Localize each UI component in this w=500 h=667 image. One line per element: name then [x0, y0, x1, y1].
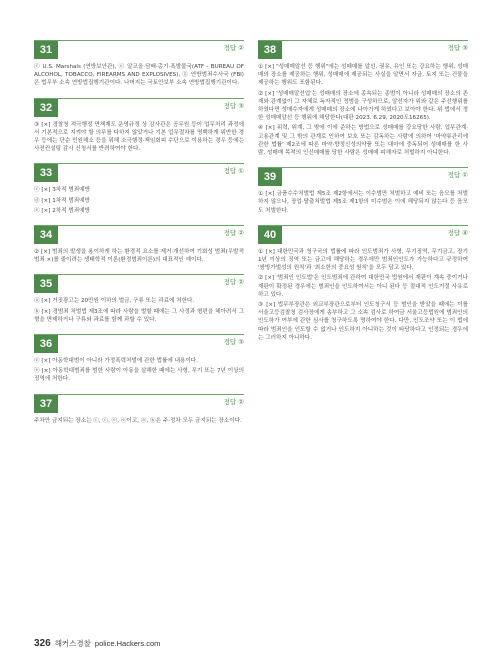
explanation: ② [×] '범죄인 인도법'은 인도범죄에 관하여 대한민국 법원에서 재판이 계속 중이거나 재판이 확정된 경우에는 범죄인을 인도하여서는 아니 된다 등 절대적 인도거절 사유로 하고 있다. [258, 275, 468, 298]
question-37 [34, 394, 244, 425]
question-number: 39 [258, 168, 282, 186]
question-number: 36 [34, 335, 58, 353]
explanation: ③ [×] 경찰청 적극행정 면책제도 운영규정 상 감사관은 공무원 등이 업무처리 과정에서 기본적으로 지켜야 할 의무를 다하지 않았거나 기본 업무절차를 명백하게 위반한 경우 등에는 단순 민원해소 등을 위해 소극행정·책임회피 수단으로 이용하는 경우 등에는 사전컨설팅 감사 신청서를 반려하여야 한다. [34, 121, 244, 153]
explanation: ⓔ [×] 2차적 범죄예방 [34, 207, 90, 214]
question-34 [34, 225, 244, 264]
question-number: 34 [34, 226, 58, 244]
answer: 정답 ① [223, 167, 244, 176]
answer: 정답 ② [223, 278, 244, 287]
answer: 정답 ③ [223, 338, 244, 347]
question-number: 40 [258, 226, 282, 244]
explanation: ⓔ [×] 아동학대범이 아니라 가정폭력처벌에 관한 법률에 내용이다. [34, 358, 198, 365]
question-38 [258, 40, 468, 157]
question-number: 38 [258, 41, 282, 59]
site-url: police.Hackers.com [94, 639, 161, 648]
question-number: 31 [34, 41, 58, 59]
explanation: ⓔ [×] 아동학대범죄를 범한 사람이 아동을 살해한 때에는 사형, 무기 또는 7년 이상의 징역에 처한다. [34, 368, 244, 383]
question-35 [34, 274, 244, 324]
answer: 정답 ③ [447, 44, 468, 52]
explanation: ⓒ [×] 3차적 범죄예방 [34, 187, 90, 194]
brand-name: 해커스경찰 [54, 639, 91, 648]
answer: 정답 ④ [447, 228, 468, 237]
answer: 정답 ① [447, 171, 468, 180]
explanation: ③ [×] 법무부장관은 외교부장관으로부터 인도청구서 등 범인을 받았을 때에는 이를 서울고등검찰청 검사장에게 송부하고 그 소속 검사로 하여금 서울고등법원에 범죄인의 인도하가 여부에 관한 심사를 청구하도록 명하여야 한다. 다만, 인도조약 또는 이 법에 따라 범죄인을 인도할 수 없거나 인도하지 아니하는 것이 타당하다고 인정되는 경우에는 그러하지 아니하다. [258, 302, 468, 341]
right-column [258, 40, 468, 352]
question-33 [34, 163, 244, 215]
question-32 [34, 98, 244, 154]
answer: 정답 ③ [223, 101, 244, 110]
explanation: ⓒ U.S. Marshals (연방보안관), ⓔ 알코올·담배·총기·폭발물국(ATF - BUREAU OF ALCOHOL, TOBACCO, FIREARMS AND EXPLOSIVES), ⓖ 연방범죄수사국 (FBI)은 법무부 소속 연방법집행기관이다. 나머지는 국토안보부 소속 연방법집행기관이다. [34, 64, 244, 87]
question-number: 32 [34, 99, 58, 117]
explanation: 주차만 금지되는 장소는 ⓒ, ⓒ, ⓔ, ⓔ이고, ⓐ, ⓑ은 주·정차 모두 금지되는 장소이다. [34, 417, 242, 424]
explanation: ① [×] 대한민국과 청구국의 법률에 따라 인도범죄가 사형, 무기징역, 무기금고, 장기 1년 이상의 징역 또는 금고에 해당하는 경우에만 범죄인인도가 가능하다고 규정하여 '쌍방가벌성의 원칙'과 '최소한의 중요성 원칙'을 모두 담고 있다. [258, 248, 468, 272]
question-number: 35 [34, 275, 58, 293]
explanation: ① [×] 금품수수처벌법 제5조 제2항에서는 이수범만 처벌하고 예비 또는 음모를 처벌하지 않으나, 장업·탈출처벌법 제5조 제1항의 미수범은 이에 해당되지 않는다 등 음모도 처벌한다. [258, 191, 468, 214]
question-31 [34, 40, 244, 88]
explanation: ② [×] 범죄의 발생을 용이하게 하는 환경적 요소를 제거·개선하여 기회성 범죄(우발적 범죄 ×)를 줄이려는 생태학적 이론(환경범죄이론)의 대표적인 예이다. [34, 249, 244, 264]
explanation: ⓓ [×] 1차적 범죄예방 [34, 197, 90, 204]
explanation: ⓑ [×] 경범죄 처벌법 제3조에 따라 사람을 벌할 때에는 그 사정과 형편을 헤아려서 그 형을 면제하거나 구류와 과료를 함께 과할 수 있다. [34, 308, 244, 323]
explanation: ④ [×] 위력, 위계, 그 밖에 이에 준하는 방법으로 성매매를 강요당한 사람, 업무관계·고용관계 및 그 밖의 관계로 인하여 보호 또는 감독하는 사람에 의하여 '마약류관리에 관한 법률' 제2조에 따른 마약·향정신성의약품 또는 대마에 중독되어 성매매를 한 사람, 성매매 목적의 인신매매를 당한 사람은 성매매 피해자로 처벌하지 아니한다. [258, 125, 468, 157]
question-40 [258, 225, 468, 342]
page-footer [34, 638, 160, 649]
explanation: ① [×] "성매매알선 등 행위"에는 성매매를 알선, 권유, 유인 또는 강요하는 행위, 성매매의 장소를 제공하는 행위, 성매매에 제공되는 사실을 알면서 자금, 토지 또는 건물을 제공하는 행위도 포함된다. [258, 64, 468, 87]
answer: 정답 ② [223, 397, 244, 406]
left-column [34, 40, 244, 435]
question-36 [34, 334, 244, 384]
explanation: ⓐ [×] 거짓광고는 20만원 이하의 벌금, 구류 또는 과료에 처한다. [34, 298, 195, 305]
answer: 정답 ② [223, 229, 244, 238]
question-39 [258, 167, 468, 215]
explanation: ② [×] '성매매알선업'는 성매매의 장소에 종속되는 종범이 아니라 성매매의 장소의 존재와 관계없이 그 자체로 독자적인 정범을 구성하므로, 알선자가 위와 같은 주선행위를 하였다면 성매수자에게 성매매의 장소에 나아가게 하였다고 보아야 한다. 위 법에서 정한 성매매알선 등 행위에 해당한다(대판 2023. 6.29, 2020도16265). [258, 90, 468, 122]
answer: 정답 ② [223, 44, 244, 52]
page-number: 326 [34, 638, 51, 649]
question-number: 33 [34, 164, 58, 182]
question-number: 37 [34, 395, 58, 413]
